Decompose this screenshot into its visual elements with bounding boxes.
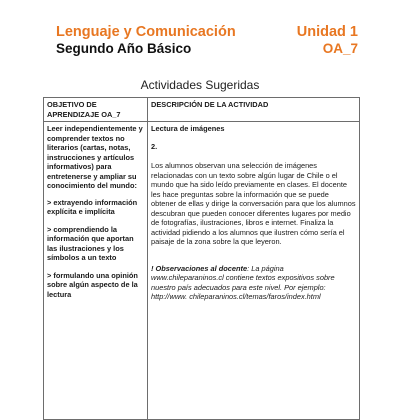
grade-label: Segundo Año Básico [56, 41, 192, 56]
unit-label: Unidad 1 [296, 24, 358, 40]
activity-number: 2. [151, 141, 158, 151]
activity-title: Lectura de imágenes [151, 124, 225, 133]
objective-cell [44, 122, 148, 420]
table-row [44, 122, 360, 420]
header-row-1 [56, 24, 358, 40]
description-header: DESCRIPCIÓN DE LA ACTIVIDAD [148, 98, 360, 122]
table-header-row [44, 98, 360, 122]
objective-header-line1: OBJETIVO DE [47, 100, 97, 109]
activity-cell [148, 122, 360, 420]
objective-intro: Leer independientemente y comprender textos no literarios (cartas, notas, instrucciones y artículos informativos) para entretenerse y ampliar su conocimiento del mundo: [47, 124, 143, 190]
activities-table [43, 97, 360, 420]
objective-item: > extrayendo información explícita e implícita [47, 197, 138, 216]
observations-text: : La página www.chileparaninos.cl contiene textos expositivos sobre nuestro país adecuados para este nivel. Por ejemplo: http://www. chileparaninos.cl/temas/faros/index.html [151, 263, 335, 301]
objective-header-line2: APRENDIZAJE OA_7 [47, 109, 121, 119]
page-header [56, 24, 358, 56]
objective-item: > comprendiendo la información que aportan las ilustraciones y los símbolos a un texto [47, 224, 134, 262]
activity-text: Los alumnos observan una selección de imágenes relacionadas con un texto sobre algún lugar de Chile o el mundo que ha sido leído previamente en clases. El docente les hace preguntas sobre la información que se puede obtener de ellas y dirige la conversación para que los alumnos descubran que pueden conocer diferentes lugares por medio de fotografías, ilustraciones, libros e internet. Finaliza la actividad pidiendo a los alumnos que ilustren cómo sería el paisaje de la zona sobre la que leyeron. [151, 161, 356, 246]
objective-header [44, 98, 148, 122]
subject-title: Lenguaje y Comunicación [56, 24, 236, 40]
observations-label: ! Observaciones al docente [151, 263, 248, 273]
header-row-2 [56, 41, 358, 56]
section-title: Actividades Sugeridas [140, 78, 260, 92]
oa-code: OA_7 [322, 41, 358, 56]
teacher-observations [151, 264, 356, 302]
objective-item: > formulando una opinión sobre algún aspecto de la lectura [47, 270, 138, 299]
